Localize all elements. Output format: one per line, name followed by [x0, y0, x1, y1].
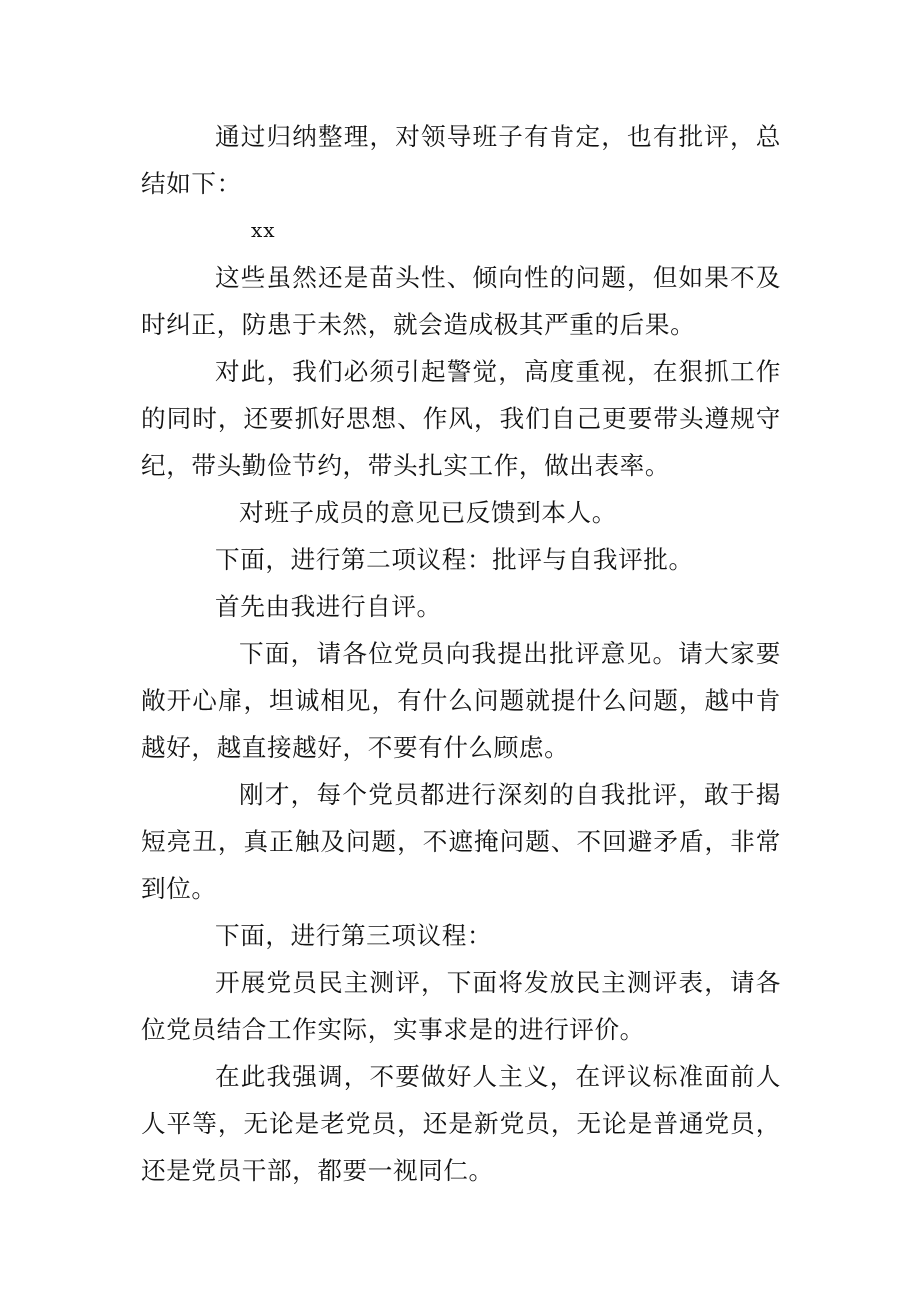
paragraph-equal-treatment: 在此我强调，不要做好人主义，在评议标准面前人人平等，无论是老党员，还是新党员，无论是普通党员，还是党员干部，都要一视同仁。 [141, 1062, 781, 1185]
paragraph-self-criticism-done: 刚才，每个党员都进行深刻的自我批评，敢于揭短亮丑，真正触及问题，不遮掩问题、不回避矛盾，非常到位。 [141, 780, 781, 903]
paragraph-summary-intro: 通过归纳整理，对领导班子有肯定，也有批评，总结如下： [141, 122, 781, 198]
paragraph-problem-warning: 这些虽然还是苗头性、倾向性的问题，但如果不及时纠正，防患于未然，就会造成极其严重的后果。 [141, 263, 781, 339]
document-body [141, 113, 781, 1194]
paragraph-feedback: 对班子成员的意见已反馈到本人。 [239, 498, 617, 527]
paragraph-democratic-evaluation: 开展党员民主测评，下面将发放民主测评表，请各位党员结合工作实际，实事求是的进行评价。 [141, 968, 781, 1044]
paragraph-self-review: 首先由我进行自评。 [215, 592, 442, 621]
paragraph-criticism-request: 下面，请各位党员向我提出批评意见。请大家要敞开心扉，坦诚相见，有什么问题就提什么问题，越中肯越好，越直接越好，不要有什么顾虑。 [141, 639, 781, 762]
paragraph-placeholder-xx: xx [251, 218, 276, 242]
paragraph-agenda-two: 下面，进行第二项议程：批评与自我评批。 [215, 545, 694, 574]
paragraph-vigilance: 对此，我们必须引起警觉，高度重视，在狠抓工作的同时，还要抓好思想、作风，我们自己更要带头遵规守纪，带头勤俭节约，带头扎实工作，做出表率。 [141, 357, 781, 480]
paragraph-agenda-three: 下面，进行第三项议程： [215, 921, 493, 950]
